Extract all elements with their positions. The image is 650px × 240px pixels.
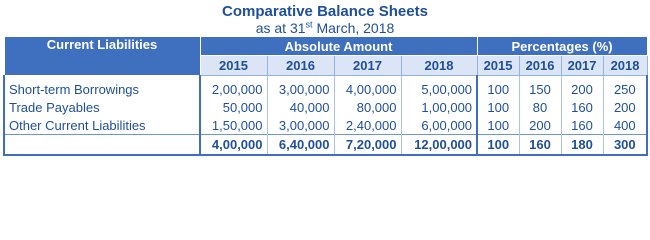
absolute-amount-header: Absolute Amount	[200, 37, 477, 56]
subtitle-date-suffix: st	[305, 19, 313, 30]
table-row	[4, 76, 647, 99]
row-label: Short-term Borrowings	[4, 76, 200, 99]
section-header: Current Liabilities	[4, 37, 200, 76]
amount-cell: 3,00,000	[267, 116, 334, 135]
year-header: 2018	[401, 56, 477, 76]
row-label: Other Current Liabilities	[4, 116, 200, 135]
amount-cell: 2,40,000	[334, 116, 401, 135]
percentage-cell: 200	[519, 116, 561, 135]
comparative-table	[3, 36, 648, 156]
year-header: 2016	[519, 56, 561, 76]
year-header: 2015	[200, 56, 267, 76]
document-title: Comparative Balance Sheets	[222, 3, 428, 20]
percentages-header: Percentages (%)	[477, 37, 647, 56]
table-row	[4, 98, 647, 116]
year-header: 2017	[561, 56, 603, 76]
total-amount-cell: 7,20,000	[334, 135, 401, 156]
percentage-cell: 250	[603, 76, 647, 99]
total-label	[4, 135, 200, 156]
percentage-cell: 400	[603, 116, 647, 135]
subtitle-date-prefix: as at 31	[255, 20, 306, 36]
total-amount-cell: 4,00,000	[200, 135, 267, 156]
percentage-cell: 160	[561, 98, 603, 116]
amount-cell: 3,00,000	[267, 76, 334, 99]
total-percentage-cell: 160	[519, 135, 561, 156]
amount-cell: 5,00,000	[401, 76, 477, 99]
year-header: 2018	[603, 56, 647, 76]
percentage-cell: 200	[603, 98, 647, 116]
amount-cell: 1,00,000	[401, 98, 477, 116]
total-amount-cell: 6,40,000	[267, 135, 334, 156]
total-percentage-cell: 300	[603, 135, 647, 156]
amount-cell: 1,50,000	[200, 116, 267, 135]
percentage-cell: 100	[477, 116, 519, 135]
amount-cell: 80,000	[334, 98, 401, 116]
percentage-cell: 200	[561, 76, 603, 99]
document-subtitle	[0, 20, 650, 36]
percentage-cell: 150	[519, 76, 561, 99]
amount-cell: 6,00,000	[401, 116, 477, 135]
total-row	[4, 135, 647, 156]
year-header: 2015	[477, 56, 519, 76]
total-percentage-cell: 100	[477, 135, 519, 156]
group-header-row	[4, 37, 647, 56]
total-percentage-cell: 180	[561, 135, 603, 156]
percentage-cell: 100	[477, 76, 519, 99]
year-header: 2017	[334, 56, 401, 76]
subtitle-date-month: March, 2018	[312, 20, 395, 36]
percentage-cell: 80	[519, 98, 561, 116]
amount-cell: 40,000	[267, 98, 334, 116]
row-label: Trade Payables	[4, 98, 200, 116]
amount-cell: 4,00,000	[334, 76, 401, 99]
percentage-cell: 160	[561, 116, 603, 135]
year-header: 2016	[267, 56, 334, 76]
percentage-cell: 100	[477, 98, 519, 116]
total-amount-cell: 12,00,000	[401, 135, 477, 156]
amount-cell: 50,000	[200, 98, 267, 116]
amount-cell: 2,00,000	[200, 76, 267, 99]
table-row	[4, 116, 647, 135]
